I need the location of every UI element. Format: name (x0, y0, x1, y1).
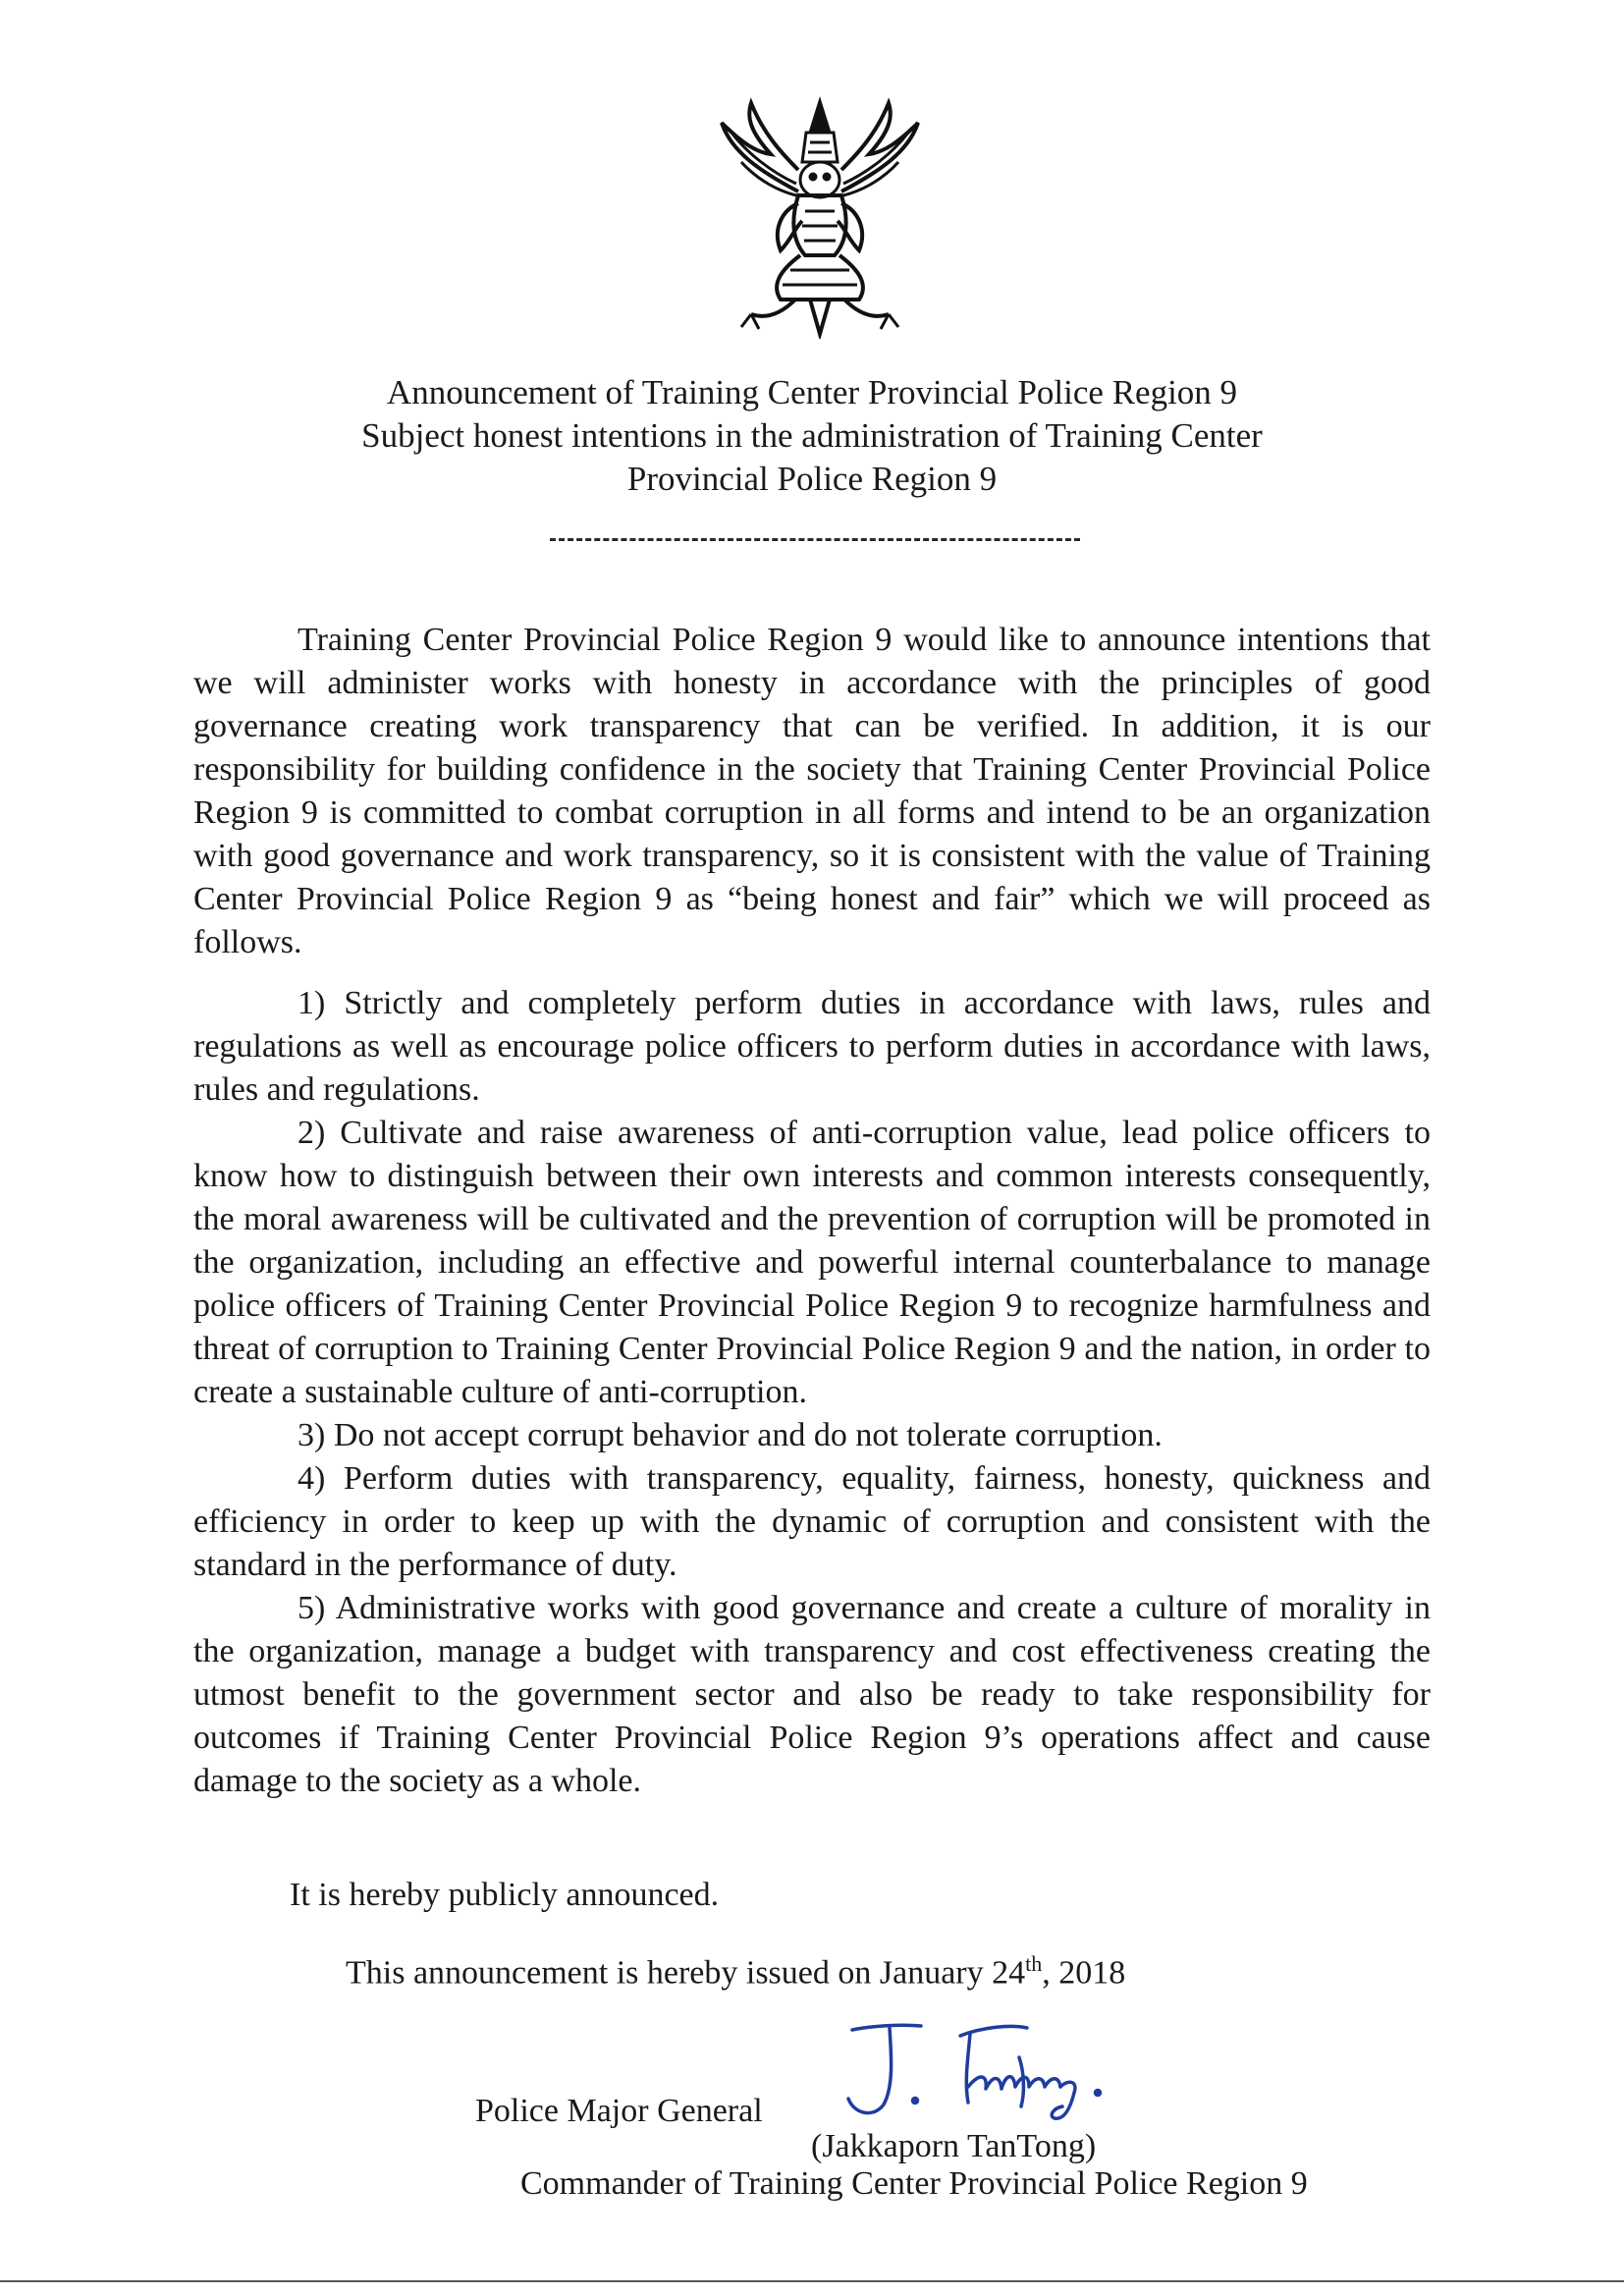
title-line: Announcement of Training Center Provincial Police Region 9 (386, 373, 1238, 411)
signatory-name: (Jakkaporn TanTong) (811, 2128, 1097, 2164)
issue-date-year: , 2018 (1042, 1954, 1126, 1992)
issue-date-ordinal: th (1025, 1951, 1043, 1976)
garuda-emblem-icon (712, 93, 928, 339)
list-item: 2) Cultivate and raise awareness of anti-corruption value, lead police officers to know how to distinguish between their own interests and common interests consequently, the moral awareness will be cultivated and the prevention of corruption will be promoted in the organization, including an effective and powerful internal counterbalance to manage police officers of Training Center Provincial Police Region 9 to recognize harmfulness and threat of corruption to Training Center Provincial Police Region 9 and the nation, in order to create a sustainable culture of anti-corruption. (193, 1115, 1431, 1410)
list-item: 5) Administrative works with good governance and create a culture of morality in the organization, manage a budget with transparency and cost effectiveness creating the utmost benefit to the government sector and also be ready to take responsibility for outcomes if Training Center Provincial Police Region 9’s operations affect and cause damage to the society as a whole. (193, 1590, 1431, 1799)
list-item: 3) Do not accept corrupt behavior and do not tolerate corruption. (298, 1417, 1163, 1453)
subject-line: Subject honest intentions in the administration of Training Center (361, 416, 1263, 455)
signatory-rank: Police Major General (475, 2093, 763, 2129)
subject-line-continued: Provincial Police Region 9 (626, 460, 998, 498)
page-bottom-edge (0, 2280, 1624, 2282)
handwritten-signature (833, 2018, 1127, 2126)
closing-statement: It is hereby publicly announced. (290, 1877, 720, 1913)
list-item: 4) Perform duties with transparency, equality, fairness, honesty, quickness and efficiency in order to keep up with the dynamic of corruption and consistent with the standard in the performance of duty. (193, 1460, 1431, 1583)
announcement-title (196, 371, 1428, 501)
signatory-position: Commander of Training Center Provincial Police Region 9 (520, 2165, 1308, 2202)
issue-date-line (346, 1942, 1125, 1995)
list-item: 1) Strictly and completely perform duties in accordance with laws, rules and regulations as well as encourage police officers to perform duties in accordance with laws, rules and regulations. (193, 985, 1431, 1108)
title-separator (550, 538, 1080, 541)
intro-paragraph: Training Center Provincial Police Region 9 would like to announce intentions that we will administer works with honesty in accordance with the principles of good governance creating work transparency that can be verified. In addition, it is our responsibility for building confidence in the society that Training Center Provincial Police Region 9 is committed to combat corruption in all forms and intend to be an organization with good governance and work transparency, so it is consistent with the value of Training Center Provincial Police Region 9 as “being honest and fair” which we will proceed as follows. (193, 622, 1431, 960)
issue-date-prefix: This announcement is hereby issued on January 24 (346, 1954, 1026, 1992)
commitment-list (193, 982, 1431, 1803)
